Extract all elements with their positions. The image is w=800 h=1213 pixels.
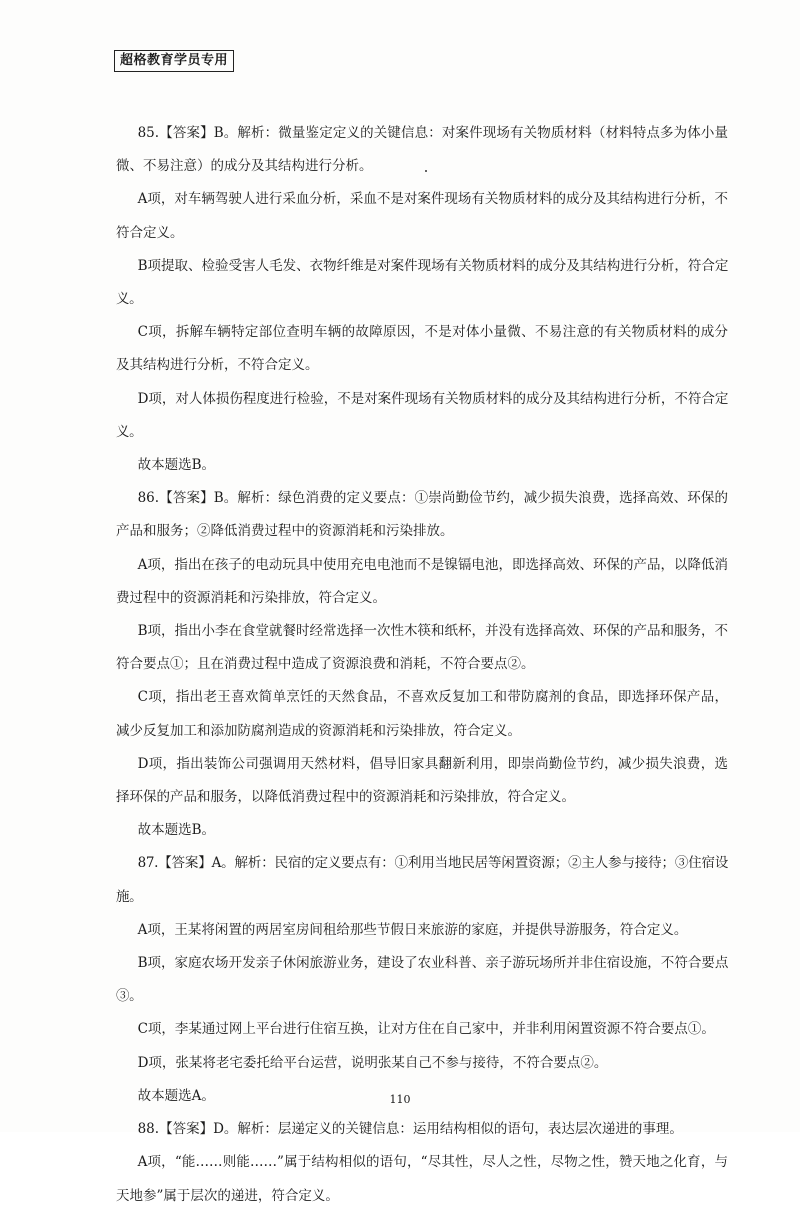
header-badge: 超格教育学员专用 — [114, 50, 234, 72]
q86-option-c: C项，指出老王喜欢简单烹饪的天然食品，不喜欢反复加工和带防腐剂的食品，即选择环保产品，减少反复加工和添加防腐剂造成的资源消耗和污染排放，符合定义。 — [116, 689, 728, 739]
q87-answer-paragraph: 87.【答案】A。解析：民宿的定义要点有：①利用当地民居等闲置资源；②主人参与接待；③住宿设施。 — [116, 855, 728, 905]
q85-option-a: A项，对车辆驾驶人进行采血分析，采血不是对案件现场有关物质材料的成分及其结构进行分析，不符合定义。 — [116, 191, 728, 241]
q85-answer-paragraph: 85.【答案】B。解析：微量鉴定定义的关键信息：对案件现场有关物质材料（材料特点多为体小量微、不易注意）的成分及其结构进行分析。 — [116, 125, 728, 175]
q85-option-b: B项提取、检验受害人毛发、衣物纤维是对案件现场有关物质材料的成分及其结构进行分析，符合定义。 — [116, 257, 728, 308]
q87-option-a: A项，王某将闲置的两居室房间租给那些节假日来旅游的家庭，并提供导游服务，符合定义。 — [137, 921, 688, 938]
q88-option-a: A项，“能……则能……”属于结构相似的语句，“尽其性，尽人之性，尽物之性，赞天地之化育，与天地参”属于层次的递进，符合定义。 — [116, 1154, 728, 1204]
q86-answer-paragraph: 86.【答案】B。解析：绿色消费的定义要点：①崇尚勤俭节约，减少损失浪费，选择高效、环保的产品和服务；②降低消费过程中的资源消耗和污染排放。 — [116, 490, 728, 540]
answer-content — [116, 117, 728, 1213]
q88-answer-paragraph: 88.【答案】D。解析：层递定义的关键信息：运用结构相似的语句，表达层次递进的事理。 — [137, 1121, 683, 1138]
q86-conclusion: 故本题选B。 — [137, 822, 216, 839]
q86-option-d: D项，指出装饰公司强调用天然材料，倡导旧家具翻新利用，即崇尚勤俭节约，减少损失浪费，选择环保的产品和服务，以降低消费过程中的资源消耗和污染排放，符合定义。 — [116, 755, 728, 806]
q85-option-c: C项，拆解车辆特定部位查明车辆的故障原因，不是对体小量微、不易注意的有关物质材料的成分及其结构进行分析，不符合定义。 — [116, 324, 728, 374]
page-number: 110 — [389, 1093, 411, 1106]
q87-conclusion: 故本题选A。 — [137, 1087, 215, 1104]
q86-option-a: A项，指出在孩子的电动玩具中使用充电电池而不是镍镉电池，即选择高效、环保的产品，以降低消费过程中的资源消耗和污染排放，符合定义。 — [116, 556, 728, 606]
q85-conclusion: 故本题选B。 — [137, 457, 216, 474]
q87-option-b: B项，家庭农场开发亲子休闲旅游业务，建设了农业科普、亲子游玩场所并非住宿设施，不符合要点③。 — [116, 955, 728, 1005]
q87-option-d: D项，张某将老宅委托给平台运营，说明张某自己不参与接待，不符合要点②。 — [137, 1054, 608, 1071]
q87-option-c: C项，李某通过网上平台进行住宿互换，让对方住在自己家中，并非利用闲置资源不符合要点①。 — [137, 1021, 715, 1038]
q86-option-b: B项，指出小李在食堂就餐时经常选择一次性木筷和纸杯，并没有选择高效、环保的产品和服务，不符合要点①；且在消费过程中造成了资源浪费和消耗，不符合要点②。 — [116, 623, 729, 673]
q85-option-d: D项，对人体损伤程度进行检验，不是对案件现场有关物质材料的成分及其结构进行分析，不符合定义。 — [116, 390, 728, 440]
